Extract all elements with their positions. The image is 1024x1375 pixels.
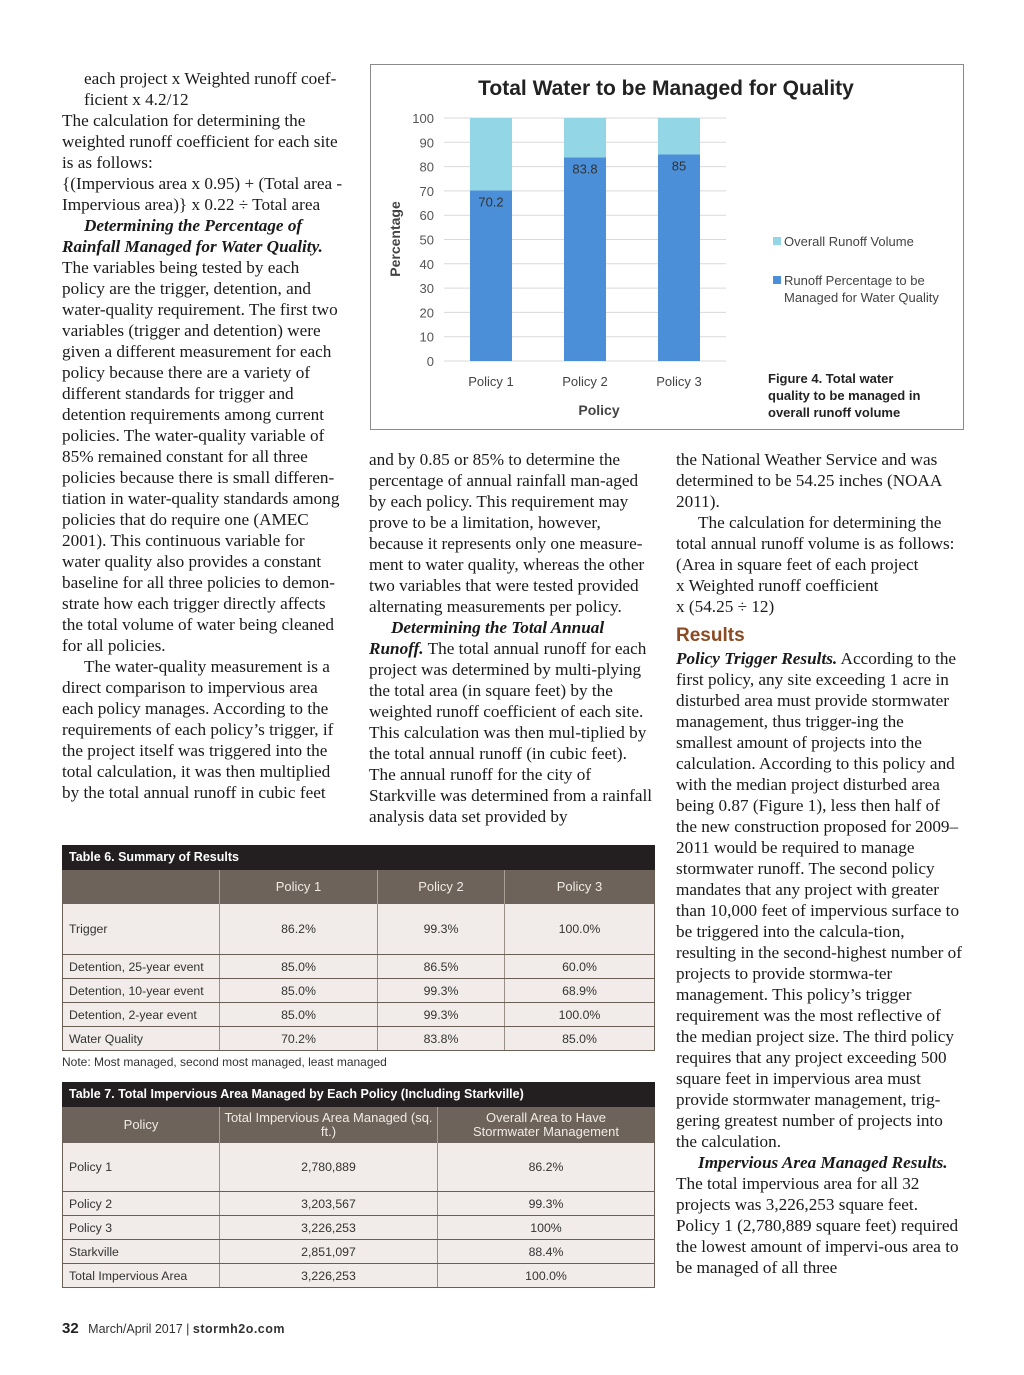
table-row	[62, 1216, 655, 1240]
table-cell: 100.0%	[558, 922, 601, 936]
table-cell: Water Quality	[63, 1027, 220, 1050]
table-header-row	[62, 870, 655, 904]
table-header-cell: Policy 1	[220, 870, 378, 904]
y-tick-label: 0	[426, 354, 434, 369]
y-tick-label: 30	[419, 281, 434, 297]
y-tick-label: 80	[419, 159, 434, 175]
x-tick-label: Policy 1	[468, 374, 514, 389]
paragraph: each project x Weighted runoff coef-ficient x 4.2/12	[84, 69, 337, 109]
figure-4-chart	[370, 64, 964, 430]
table-cell: Detention, 10-year event	[63, 979, 220, 1002]
table-header-cell: Policy	[63, 1107, 220, 1143]
subheading: Policy Trigger Results.	[676, 649, 838, 668]
y-tick-label: 20	[419, 305, 434, 321]
table-cell: 85.0%	[220, 979, 378, 1002]
table-7	[62, 1082, 655, 1288]
table-header-cell: Policy 2	[378, 870, 505, 904]
table-cell: Detention, 25-year event	[63, 955, 220, 978]
data-label: 83.8	[572, 161, 598, 177]
table-6	[62, 845, 655, 1069]
page-footer	[62, 1320, 285, 1337]
legend-swatch-runoff-pct	[773, 276, 781, 284]
paragraph: (Area in square feet of each project	[676, 555, 919, 574]
table-title: Table 7. Total Impervious Area Managed by Each Policy (Including Starkville)	[62, 1082, 655, 1107]
page-number: 32	[62, 1320, 79, 1337]
table-cell: 88.4%	[528, 1244, 564, 1259]
paragraph-body: According to the first policy, any site exceeding 1 acre in disturbed area must provide stormwater management, thus trigger-ing the smallest amount of projects into the calculation. According to this policy and with the median project disturbed area being 0.87 (Figure 1), less then half of the new construction proposed for 2009–2011 would be required to manage stormwater runoff. The second policy mandates that any project with greater than 10,000 feet of impervious surface to be triggered into the calcula-tion, resulting in the second-highest number of projects to provide stormwa-ter management. This policy’s trigger requirement was the most reflective of the median project size. The third policy requires that any project exceeding 500 square feet in impervious area must provide stormwater management, trig-gering greatest number of projects into the calculation.	[676, 649, 962, 1151]
y-tick-label: 50	[419, 232, 434, 248]
table-row	[62, 955, 655, 979]
paragraph	[62, 215, 346, 656]
paragraph-body: The total impervious area for all 32 projects was 3,226,253 square feet. Policy 1 (2,780,889 square feet) required the lowest amount of impervi-ous area to be managed of all three	[676, 1174, 959, 1277]
table-cell: Detention, 2-year event	[63, 1003, 220, 1026]
column-2	[369, 449, 653, 827]
table-row	[62, 1240, 655, 1264]
legend-overall-runoff: Overall Runoff Volume	[784, 234, 914, 249]
subheading: Impervious Area Managed Results.	[698, 1153, 948, 1172]
table-header-cell	[63, 870, 220, 904]
table-cell: 3,226,253	[220, 1216, 438, 1239]
bar-runoff-percentage	[470, 190, 512, 361]
figure-caption-line2: quality to be managed in	[768, 388, 921, 403]
table-cell: Policy 2	[63, 1192, 220, 1215]
data-label: 85	[671, 158, 687, 174]
paragraph	[676, 1152, 962, 1278]
legend-runoff-pct-line2: Managed for Water Quality	[784, 290, 939, 305]
table-title: Table 6. Summary of Results	[62, 845, 655, 870]
table-cell: 100.0%	[558, 1007, 601, 1022]
table-cell: 68.9%	[562, 983, 597, 998]
table-cell: Total Impervious Area	[63, 1264, 220, 1287]
table-cell: 3,203,567	[220, 1192, 438, 1215]
paragraph: The calculation for determining the total annual runoff volume is as follows:	[676, 513, 955, 553]
column-3	[676, 449, 962, 1278]
y-tick-label: 90	[419, 135, 434, 151]
table-cell: 2,851,097	[220, 1240, 438, 1263]
table-header-cell: Total Impervious Area Managed (sq. ft.)	[220, 1107, 438, 1143]
table-cell: Policy 1	[63, 1143, 220, 1191]
y-tick-label: 70	[419, 183, 434, 199]
table-row	[62, 1192, 655, 1216]
data-label: 70.2	[478, 194, 504, 210]
table-cell: 85.0%	[220, 1003, 378, 1026]
paragraph: {(Impervious area x 0.95) + (Total area - Impervious area)} x 0.22 ÷ Total area	[62, 174, 343, 214]
column-1	[62, 68, 346, 803]
table-row	[62, 1264, 655, 1288]
bar-overall-runoff	[470, 118, 512, 190]
y-tick-label: 60	[419, 208, 434, 224]
table-header-cell: Policy 3	[556, 879, 603, 894]
table-cell: 2,780,889	[220, 1143, 438, 1191]
paragraph-body: The total annual runoff for each project was determined by multi-plying the total area (in square feet) by the weighted runoff coefficient of each site. This calculation was then mul-tiplied by the total annual runoff (in cubic feet). The annual runoff for the city of Starkville was determined from a rainfall analysis data set provided by	[369, 639, 653, 826]
table-row	[62, 904, 655, 955]
table-cell: 86.2%	[220, 904, 378, 954]
table-cell: Policy 3	[63, 1216, 220, 1239]
site-url[interactable]: stormh2o.com	[192, 1322, 286, 1336]
paragraph	[676, 648, 962, 1152]
table-cell: 99.3%	[378, 904, 505, 954]
table-header-cell: Overall Area to Have Stormwater Management	[473, 1110, 619, 1139]
bar-runoff-percentage	[658, 154, 700, 361]
table-cell: 100%	[530, 1220, 562, 1235]
table-row	[62, 1027, 655, 1051]
x-tick-label: Policy 2	[562, 374, 608, 389]
table-cell: 86.5%	[378, 955, 505, 978]
paragraph: the National Weather Service and was determined to be 54.25 inches (NOAA 2011).	[676, 450, 942, 511]
y-tick-label: 100	[412, 111, 434, 126]
chart-title: Total Water to be Managed for Quality	[478, 77, 854, 100]
table-cell: 99.3%	[378, 1003, 505, 1026]
table-cell: 70.2%	[220, 1027, 378, 1050]
y-axis-label: Percentage	[387, 201, 403, 277]
figure-caption-line1: Figure 4. Total water	[768, 371, 894, 386]
y-tick-label: 10	[419, 329, 434, 345]
bar-overall-runoff	[658, 118, 700, 154]
subheading: Determining the Percentage of Rainfall Managed for Water Quality.	[62, 216, 323, 256]
results-heading: Results	[676, 625, 745, 646]
paragraph	[369, 617, 653, 827]
table-cell: 85.0%	[220, 955, 378, 978]
issue-date: March/April 2017 |	[88, 1322, 190, 1336]
y-tick-label: 40	[419, 256, 434, 272]
paragraph: x Weighted runoff coefficient	[676, 576, 879, 595]
paragraph-body: The variables being tested by each policy are the trigger, detention, and water-quality requirement. The first two variables (trigger and detention) were given a different measurement for each policy because there are a variety of different standards for trigger and detention requirements among current policies. The water-quality variable of 85% remained constant for all three policies because there is small differen-tiation in water-quality standards among policies that do require one (AMEC 2001). This continuous variable for water quality also provides a constant baseline for all three policies to demon-strate how each trigger directly affects the total volume of water being cleaned for all policies.	[62, 258, 340, 655]
table-note: Note: Most managed, second most managed, least managed	[62, 1055, 387, 1069]
table-cell: 60.0%	[562, 959, 597, 974]
paragraph: The calculation for determining the weighted runoff coefficient for each site is as follows:	[62, 111, 338, 172]
table-cell: 100.0%	[525, 1268, 567, 1283]
bar-runoff-percentage	[564, 157, 606, 361]
table-cell: 99.3%	[528, 1196, 564, 1211]
table-cell: 3,226,253	[220, 1264, 438, 1287]
table-row	[62, 1143, 655, 1192]
subheading: Determining the Total Annual Runoff.	[369, 618, 605, 658]
table-row	[62, 979, 655, 1003]
table-cell: 85.0%	[562, 1031, 597, 1046]
table-cell: Starkville	[63, 1240, 220, 1263]
x-tick-label: Policy 3	[656, 374, 702, 389]
paragraph: The water-quality measurement is a direct comparison to impervious area each policy manages. According to the requirements of each policy’s trigger, if the project itself was triggered into the total calculation, it was then multiplied by the total annual runoff in cubic feet	[62, 657, 334, 802]
x-axis-label: Policy	[578, 402, 620, 418]
figure-caption-line3: overall runoff volume	[768, 405, 901, 420]
paragraph: and by 0.85 or 85% to determine the percentage of annual rainfall man-aged by each policy. This requirement may prove to be a limitation, however, because it represents only one measure-ment to water quality, whereas the other two variables that were tested provided alternating measurements per policy.	[369, 450, 645, 616]
table-cell: 99.3%	[378, 979, 505, 1002]
chart-svg	[371, 65, 963, 429]
table-cell: Trigger	[63, 904, 220, 954]
table-cell: 86.2%	[528, 1160, 564, 1174]
table-header-row	[62, 1107, 655, 1143]
bar-overall-runoff	[564, 118, 606, 157]
legend-runoff-pct-line1: Runoff Percentage to be	[784, 273, 925, 288]
legend-swatch-overall	[773, 237, 781, 245]
paragraph: x (54.25 ÷ 12)	[676, 597, 775, 616]
table-row	[62, 1003, 655, 1027]
table-cell: 83.8%	[378, 1027, 505, 1050]
